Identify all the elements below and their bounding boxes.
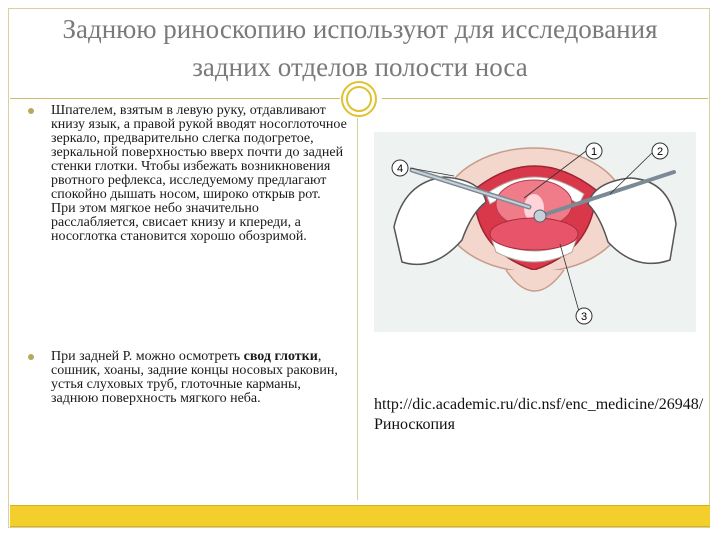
svg-text:1: 1 xyxy=(590,146,598,158)
rhinoscopy-illustration xyxy=(374,132,696,332)
bullet-text-after: , сошник, хоаны, задние концы носовых раковин, устья слуховых труб, глоточные карманы, заднюю поверхность мягкого неба. xyxy=(51,349,338,406)
bullet-text: Шпателем, взятым в левую руку, отдавливают книзу язык, а правой рукой вводят носоглоточное зеркало, предварительно слегка подогретое, зеркальной поверхностью вверх почти до задней стенки глотки. Чтобы избежать возникновения рвотного рефлекса, исследуемому предлагают спокойно дышать носом, широко открыв рот. При этом мягкое небо значительно расслабляется, свисает книзу и кпереди, а носоглотка становится хорошо обозримой. xyxy=(51,103,347,244)
source-caption: http://dic.academic.ru/dic.nsf/enc_medicine/26948/Риноскопия xyxy=(374,396,704,433)
figure-label-1 xyxy=(586,143,602,159)
column-divider xyxy=(357,118,358,500)
bullet-dot-icon xyxy=(28,354,34,360)
svg-text:2: 2 xyxy=(656,146,664,158)
bullet-dot-icon xyxy=(28,108,34,114)
bullet-text-before: При задней Р. можно осмотреть xyxy=(51,349,244,364)
svg-text:3: 3 xyxy=(580,311,588,323)
bullet-item xyxy=(28,104,348,244)
figure-label-3 xyxy=(576,308,592,324)
title-divider-left xyxy=(10,98,340,99)
figure-label-2 xyxy=(652,143,668,159)
bullet-text xyxy=(51,350,348,406)
title-divider-right xyxy=(382,98,708,99)
bullet-item xyxy=(28,350,348,406)
slide-title: Заднюю риноскопию используют для исследования задних отделов полости носа xyxy=(62,14,658,82)
svg-text:4: 4 xyxy=(396,163,404,175)
footer-bar xyxy=(10,505,710,527)
figure-label-4 xyxy=(392,160,408,176)
bullet-text-bold: свод глотки xyxy=(243,349,318,364)
